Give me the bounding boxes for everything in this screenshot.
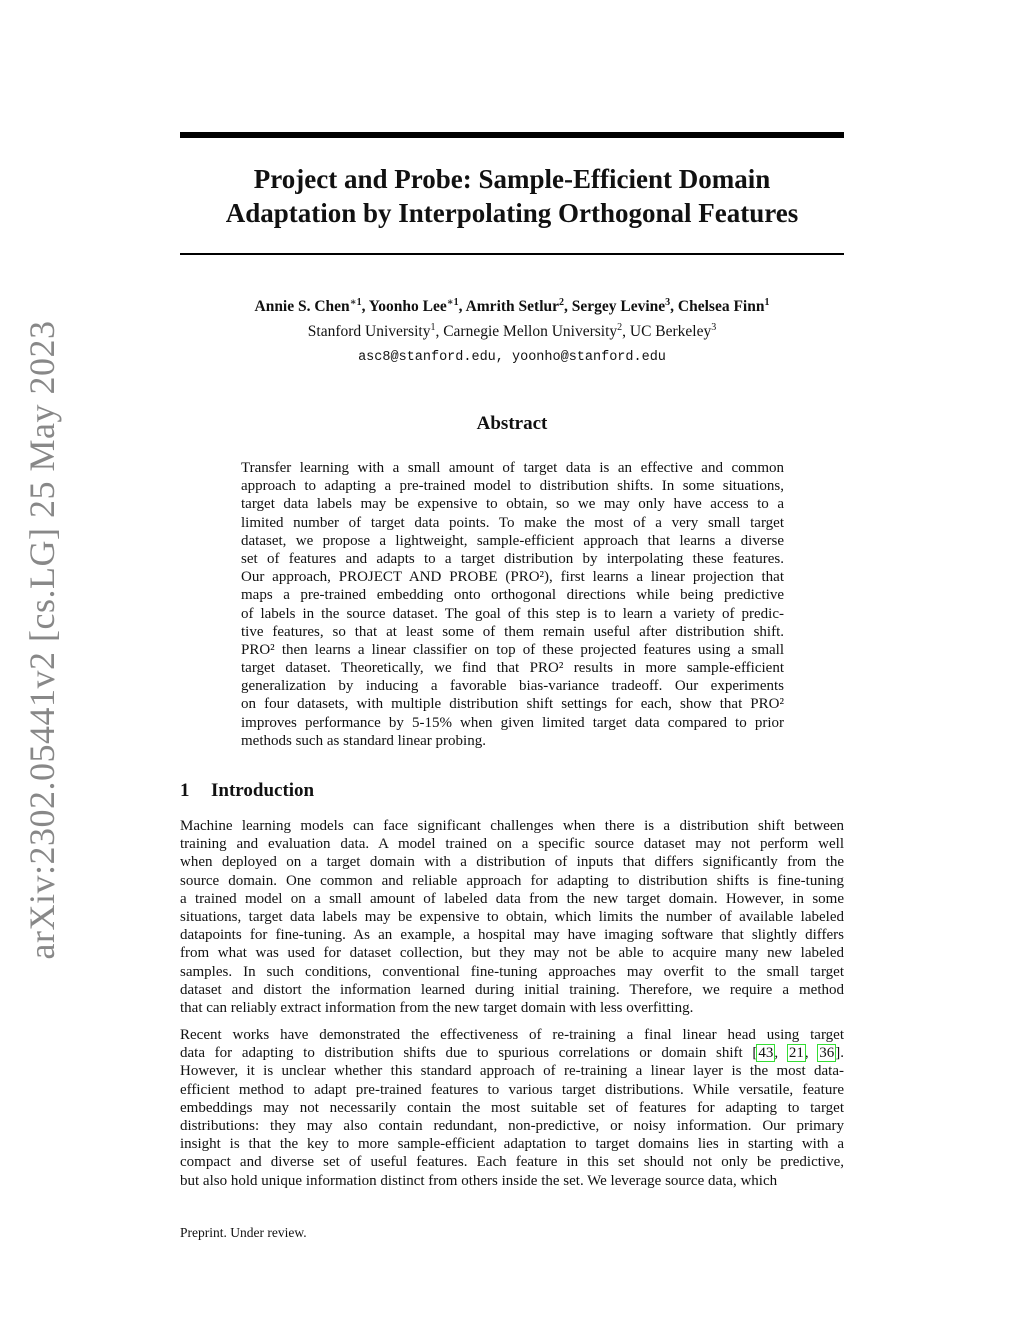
author-list: Annie S. Chen$^{∗1}$, Yoonho Lee$^{∗1}$, Amrith Setlur$^2$, Sergey Levine$^3$, Chelsea Finn$^1$	[254, 296, 770, 315]
paragraph-line: compact and diverse set of useful features. Each feature in this set should not only be predictive,	[180, 1154, 844, 1171]
affiliation-list: Stanford University$^1$, Carnegie Mellon University$^2$, UC Berkeley$^3$	[307, 321, 717, 340]
paragraph-line: training and evaluation data. A model trained on a specific source dataset may not perform well	[180, 836, 844, 853]
abstract-line: limited number of target data points. To make the most of a very small target	[241, 514, 784, 531]
paragraph-line: when deployed on a target domain with a distribution of inputs that differs significantly from the	[180, 854, 844, 871]
abstract-line: target data labels may be expensive to obtain, so we may only have access to a	[241, 496, 784, 513]
paragraph-text: ].	[835, 1045, 845, 1062]
abstract-heading: Abstract	[476, 413, 548, 434]
author-name: Chelsea Finn	[677, 298, 765, 315]
abstract-line: dataset, we propose a lightweight, sample-efficient approach that learns a diverse	[241, 532, 784, 549]
author-mark: 1	[764, 296, 770, 308]
affiliation-name: Carnegie Mellon University	[443, 323, 618, 340]
title-rule-top	[180, 132, 844, 138]
citation-link[interactable]: 43	[758, 1045, 774, 1062]
author-name: Yoonho Lee	[368, 298, 447, 315]
paragraph-line: source domain. One common and reliable approach for adapting to distribution shifts is fine-tuning	[180, 872, 844, 889]
footer-note: Preprint. Under review.	[180, 1225, 307, 1240]
affiliation-name: Stanford University	[307, 323, 431, 340]
paragraph-text: data for adapting to distribution shifts due to spurious correlations or domain shift [	[180, 1045, 758, 1062]
paragraph-line: that can reliably extract information from the new target domain with less overfitting.	[180, 999, 694, 1016]
section-title: Introduction	[211, 780, 315, 801]
paragraph-line: Recent works have demonstrated the effectiveness of re-training a final linear head using target	[180, 1027, 844, 1043]
citation-link[interactable]: 36	[819, 1045, 835, 1062]
paper-title-line-1: Project and Probe: Sample-Efficient Domain	[253, 164, 771, 194]
abstract-line: on four datasets, with multiple distribution shift settings for each, show that PRO²	[241, 696, 784, 713]
paragraph-line: a trained model on a small amount of labeled data from the new target domain. However, in some	[180, 890, 844, 907]
paragraph-line: situations, target data labels may be expensive to obtain, which limits the number of available labeled	[180, 908, 844, 925]
affiliation-mark: 1	[430, 321, 436, 333]
abstract-line: approach to adapting a pre-trained model to distribution shifts. In some situations,	[241, 478, 784, 495]
section-heading-introduction	[180, 780, 314, 802]
affiliation-mark: 2	[617, 321, 623, 333]
author-emails: asc8@stanford.edu, yoonho@stanford.edu	[358, 350, 666, 365]
abstract-line: maps a pre-trained embedding onto orthogonal directions while being predictive	[241, 587, 784, 604]
title-rule-bottom	[180, 253, 844, 255]
paragraph-line: insight is that the key to more sample-efficient adaptation to target domains lies in starting with a	[180, 1136, 844, 1153]
abstract-line: target dataset. Theoretically, we find that PRO² results in more sample-efficient	[241, 660, 784, 677]
affiliation-mark: 3	[711, 321, 717, 333]
abstract-line: set of features and adapts to a target distribution by interpolating these features.	[241, 550, 784, 567]
intro-paragraph-2	[180, 1026, 844, 1190]
abstract-line: generalization by inducing a favorable bias-variance tradeoff. Our experiments	[241, 678, 784, 695]
paragraph-line: However, it is unclear whether this standard approach of re-training a linear layer is the most data-	[180, 1063, 844, 1080]
abstract-body	[241, 459, 784, 750]
paragraph-line: datapoints for fine-tuning. As an example, a hospital may have imaging software that slightly differs	[180, 927, 844, 944]
paragraph-line: samples. In such conditions, conventional fine-tuning approaches may overfit to the small target	[180, 963, 844, 980]
paragraph-line: embeddings may not necessarily contain the most suitable set of features for adapting to target	[180, 1099, 844, 1116]
abstract-line: of labels in the source dataset. The goal of this step is to learn a variety of predic-	[241, 605, 784, 622]
author-mark: ∗1	[349, 296, 362, 308]
abstract-line: Our approach, PROJECT AND PROBE (PRO²), first learns a linear projection that	[241, 569, 784, 586]
paragraph-line-with-citations: data for adapting to distribution shifts due to spurious correlations or domain shift [43, 21, 36].	[180, 1045, 845, 1062]
paragraph-line: efficient method to adapt pre-trained features to various target distributions. While versatile, feature	[180, 1081, 844, 1098]
paper-title-line-2: Adaptation by Interpolating Orthogonal Features	[225, 198, 799, 228]
section-number: 1	[180, 780, 190, 801]
paragraph-line: distributions: they may also contain redundant, non-predictive, or noisy information. Our primary	[180, 1117, 844, 1134]
abstract-line: Transfer learning with a small amount of target data is an effective and common	[241, 460, 784, 476]
author-name: Sergey Levine	[571, 298, 666, 315]
author-mark: 2	[559, 296, 564, 308]
author-name: Annie S. Chen	[254, 298, 350, 315]
paragraph-line: Machine learning models can face significant challenges when there is a distribution shift between	[180, 818, 844, 834]
intro-paragraph-1	[180, 817, 844, 1017]
author-mark: 3	[665, 296, 671, 308]
abstract-line: improves performance by 5-15% when given limited target data compared to prior	[241, 714, 784, 731]
abstract-line: methods such as standard linear probing.	[241, 732, 486, 749]
abstract-line: tive features, so that at least some of them remain useful after distribution shift.	[241, 623, 784, 640]
arxiv-identifier: arXiv:2302.05441v2 [cs.LG] 25 May 2023	[22, 320, 62, 960]
paragraph-line: dataset and distort the information learned during initial training. Therefore, we require a method	[180, 981, 844, 998]
paragraph-line: but also hold unique information distinct from others inside the set. We leverage source data, which	[180, 1172, 778, 1189]
affiliation-name: UC Berkeley	[629, 323, 712, 340]
paper-title	[180, 162, 844, 230]
author-mark: ∗1	[446, 296, 459, 308]
paragraph-line: from what was used for dataset collection, but they may not be able to acquire many new labeled	[180, 945, 844, 962]
citation-link[interactable]: 21	[788, 1045, 804, 1062]
author-name: Amrith Setlur	[465, 298, 559, 315]
abstract-line: PRO² then learns a linear classifier on top of these projected features using a small	[241, 641, 784, 658]
